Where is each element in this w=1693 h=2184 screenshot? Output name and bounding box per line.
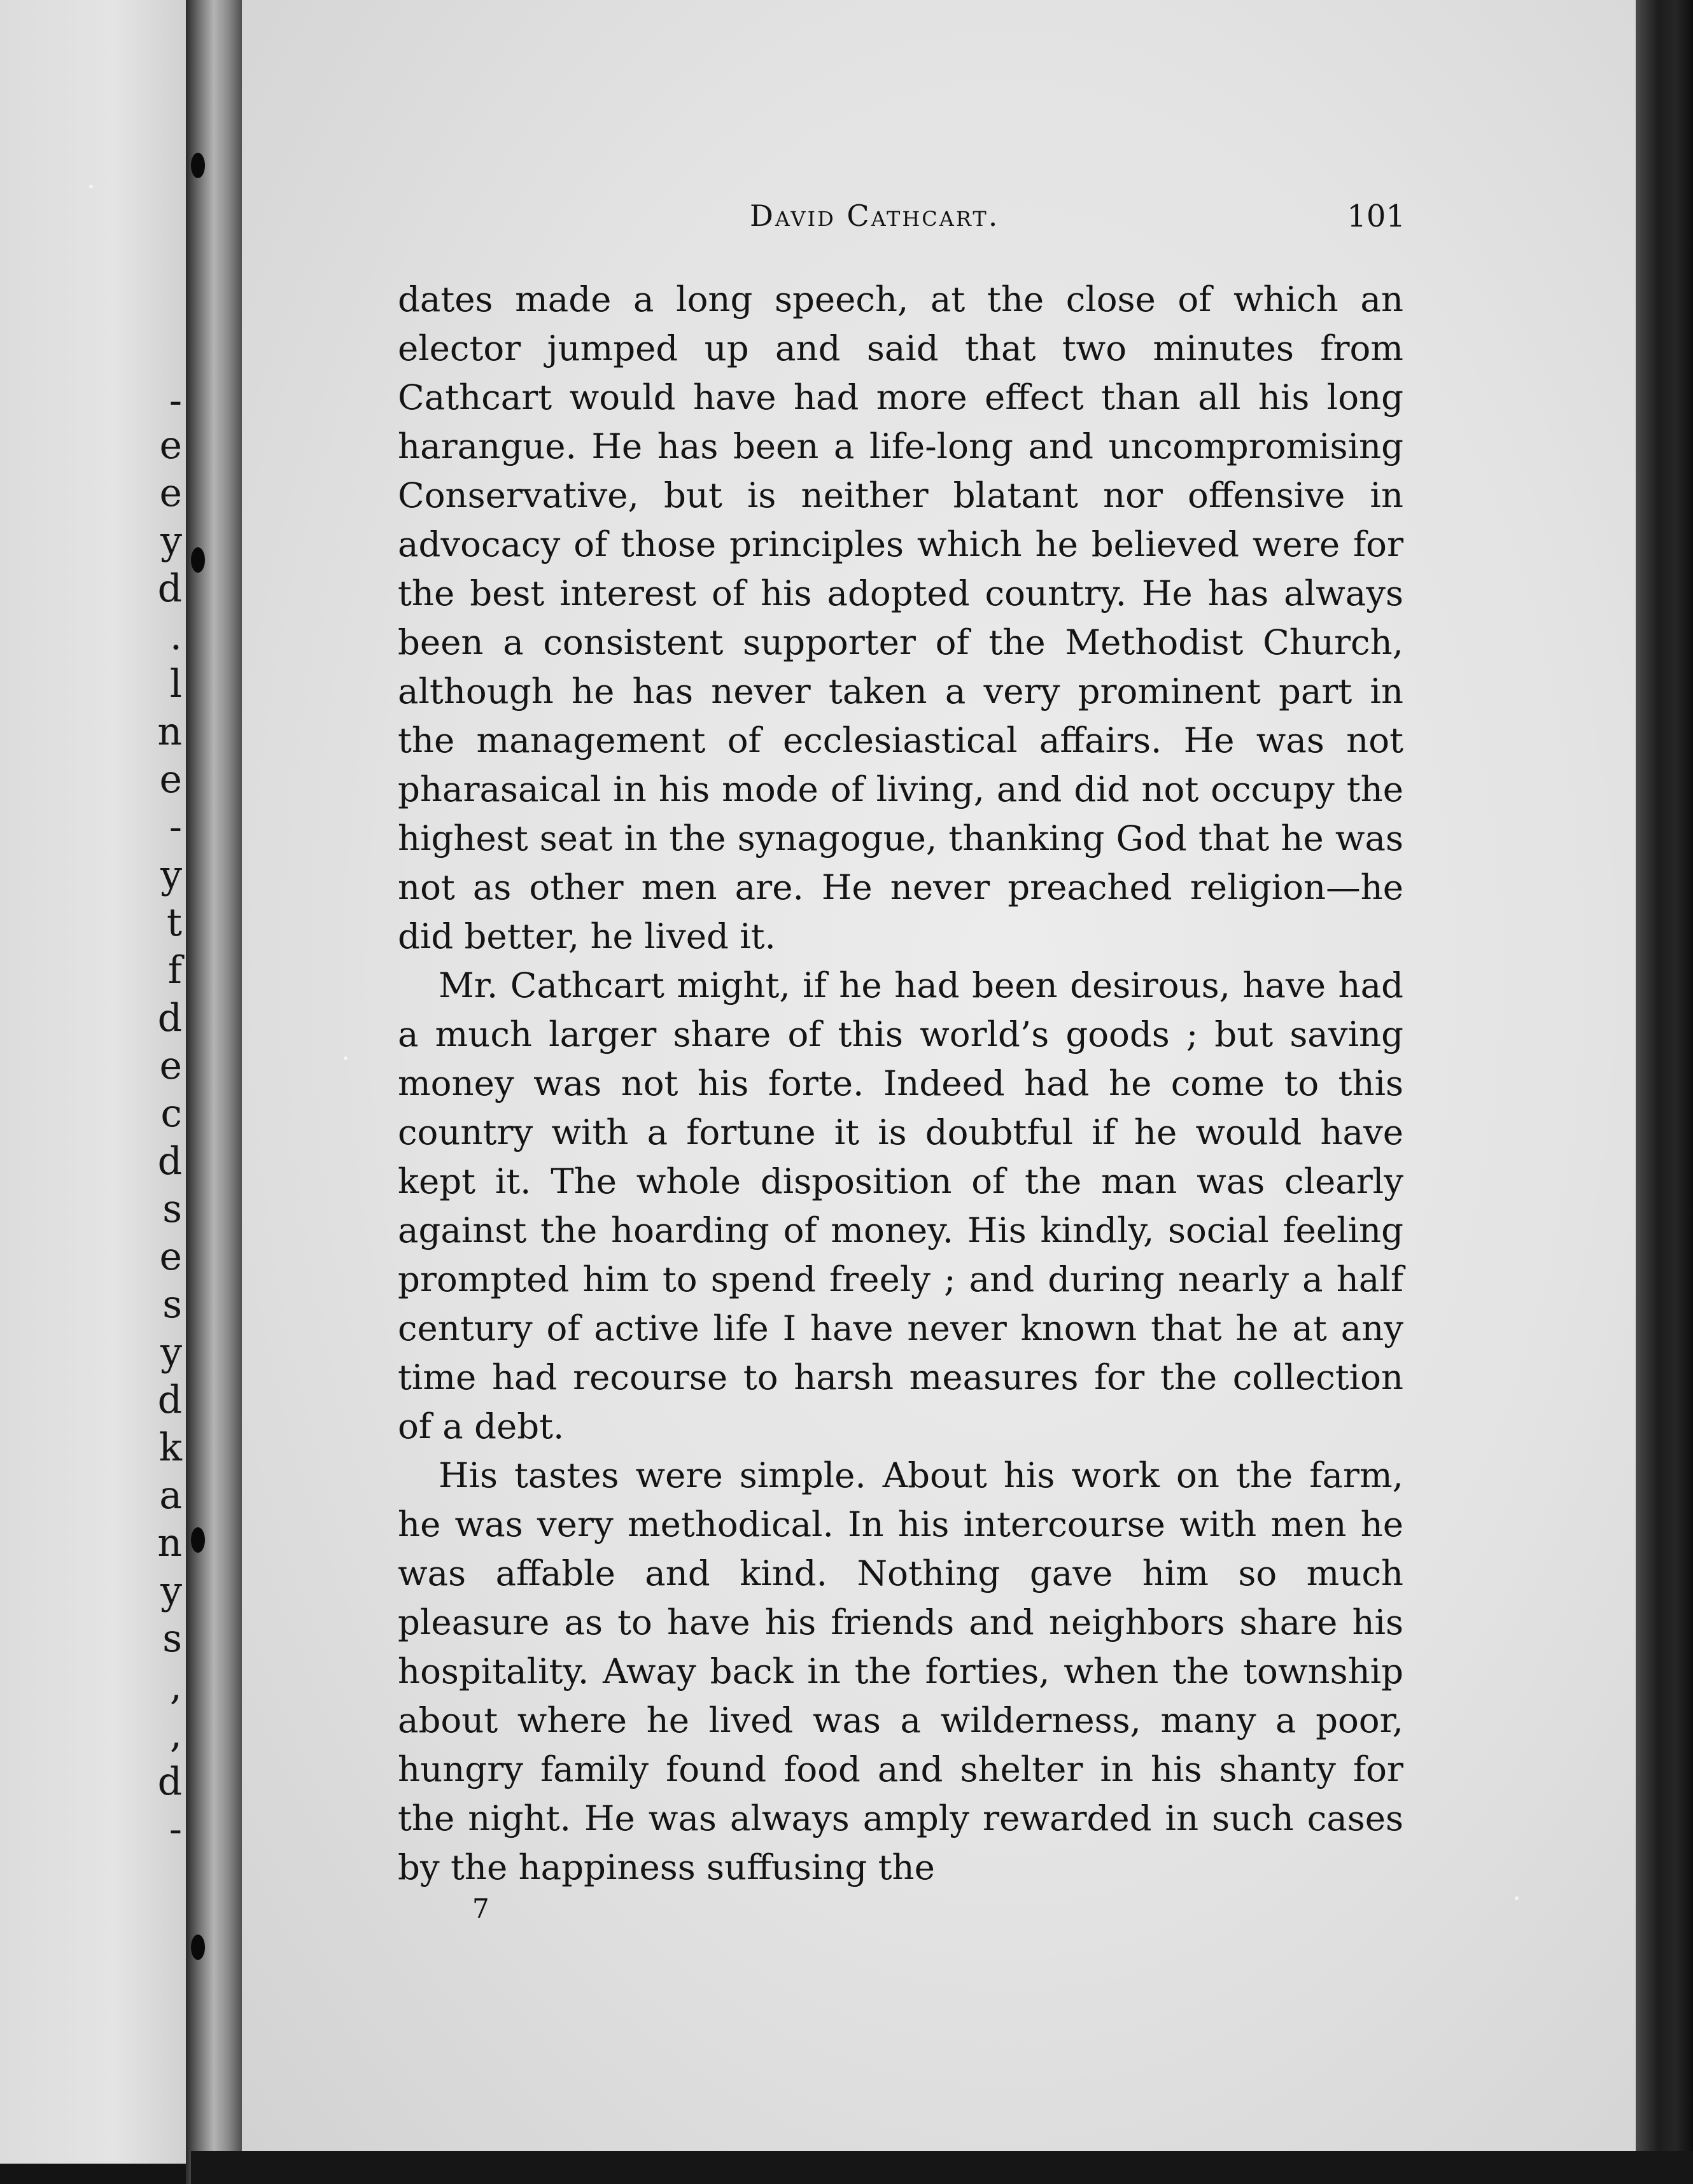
previous-page-fragment: , bbox=[169, 1664, 182, 1709]
previous-page-fragment: d bbox=[157, 996, 182, 1040]
binding-stitch bbox=[191, 547, 205, 573]
previous-page-fragment: - bbox=[169, 805, 182, 850]
previous-page-fragment: n bbox=[157, 710, 182, 754]
previous-page-fragment: e bbox=[159, 1044, 182, 1088]
previous-page-fragment: e bbox=[159, 423, 182, 468]
previous-page-fragment: e bbox=[159, 471, 182, 515]
page-header bbox=[750, 199, 1405, 243]
page-number: 101 bbox=[1347, 199, 1405, 234]
running-head: David Cathcart. bbox=[750, 199, 1000, 233]
previous-page-fragment: t bbox=[166, 900, 182, 945]
previous-page-fragment: c bbox=[160, 1091, 182, 1136]
bottom-edge-shadow bbox=[191, 2151, 1693, 2184]
previous-page-fragment: e bbox=[159, 1235, 182, 1279]
paper-speck bbox=[1515, 1896, 1519, 1900]
previous-page-fragment: d bbox=[157, 1139, 182, 1184]
paragraph: dates made a long speech, at the close of which an elector jumped up and said that two minutes from Cathcart would have had more effect than all his long harangue. He has been a life-long and uncompromising Conservative, but is neither blatant nor offensive in advocacy of those principles which he believed were for the best interest of his adopted country. He has always been a consistent supporter of the Methodist Church, although he has never taken a very prominent part in the management of ecclesiastical affairs. He was not pharasaical in his mode of living, and did not occupy the highest seat in the synagogue, thanking God that he was not as other men are. He never preached religion—he did better, he lived it. bbox=[398, 279, 1403, 956]
previous-page-fragment: k bbox=[158, 1425, 182, 1470]
previous-page-fragment: l bbox=[169, 662, 182, 706]
previous-page-fragment: y bbox=[160, 853, 182, 897]
previous-page-fragment: n bbox=[157, 1521, 182, 1565]
previous-page-fragment: y bbox=[160, 1330, 182, 1375]
body-text bbox=[398, 275, 1403, 1892]
paper-speck bbox=[89, 185, 93, 188]
previous-page-fragment: s bbox=[162, 1616, 182, 1661]
binding-stitch bbox=[191, 1935, 205, 1960]
previous-page-fragment: - bbox=[169, 1807, 182, 1852]
previous-page-fragment: d bbox=[157, 566, 182, 611]
page-edge-shadow bbox=[1636, 0, 1693, 2184]
previous-page-fragment: d bbox=[157, 1760, 182, 1804]
previous-page-fragment: e bbox=[159, 757, 182, 802]
previous-page-fragment: s bbox=[162, 1282, 182, 1327]
previous-page-fragment: , bbox=[169, 1712, 182, 1756]
binding-stitch bbox=[191, 1527, 205, 1553]
previous-page-fragment: . bbox=[169, 614, 182, 659]
paragraph: Mr. Cathcart might, if he had been desirous, have had a much larger share of this world’s goods ; but saving money was not his forte. Indeed had he come to this country with a fortune it is doubtful if he would have kept it. The whole disposition of the man was clearly against the hoarding of money. His kindly, social feeling prompted him to spend freely ; and during nearly a half century of active life I have never known that he at any time had recourse to harsh measures for the collection of a debt. bbox=[398, 965, 1403, 1446]
previous-page-fragment: - bbox=[169, 379, 182, 423]
previous-page-fragment: f bbox=[167, 948, 182, 993]
paragraph: His tastes were simple. About his work on the farm, he was very methodical. In his intercourse with men he was affable and kind. Nothing gave him so much pleasure as to have his friends and neighbors share his hospitality. Away back in the forties, when the township about where he lived was a wilderness, many a poor, hungry family found food and shelter in his shanty for the night. He was always amply rewarded in such cases by the happiness suffusing the bbox=[398, 1455, 1403, 1887]
binding-stitch bbox=[191, 153, 205, 178]
previous-page-fragment: d bbox=[157, 1378, 182, 1422]
previous-page-fragment: a bbox=[159, 1473, 182, 1518]
previous-page-edge bbox=[0, 0, 191, 2164]
previous-page-fragment: s bbox=[162, 1187, 182, 1231]
previous-page-fragment: y bbox=[160, 519, 182, 563]
paper-speck bbox=[344, 1056, 348, 1060]
signature-mark: 7 bbox=[472, 1893, 489, 1924]
previous-page-fragment: y bbox=[160, 1569, 182, 1613]
